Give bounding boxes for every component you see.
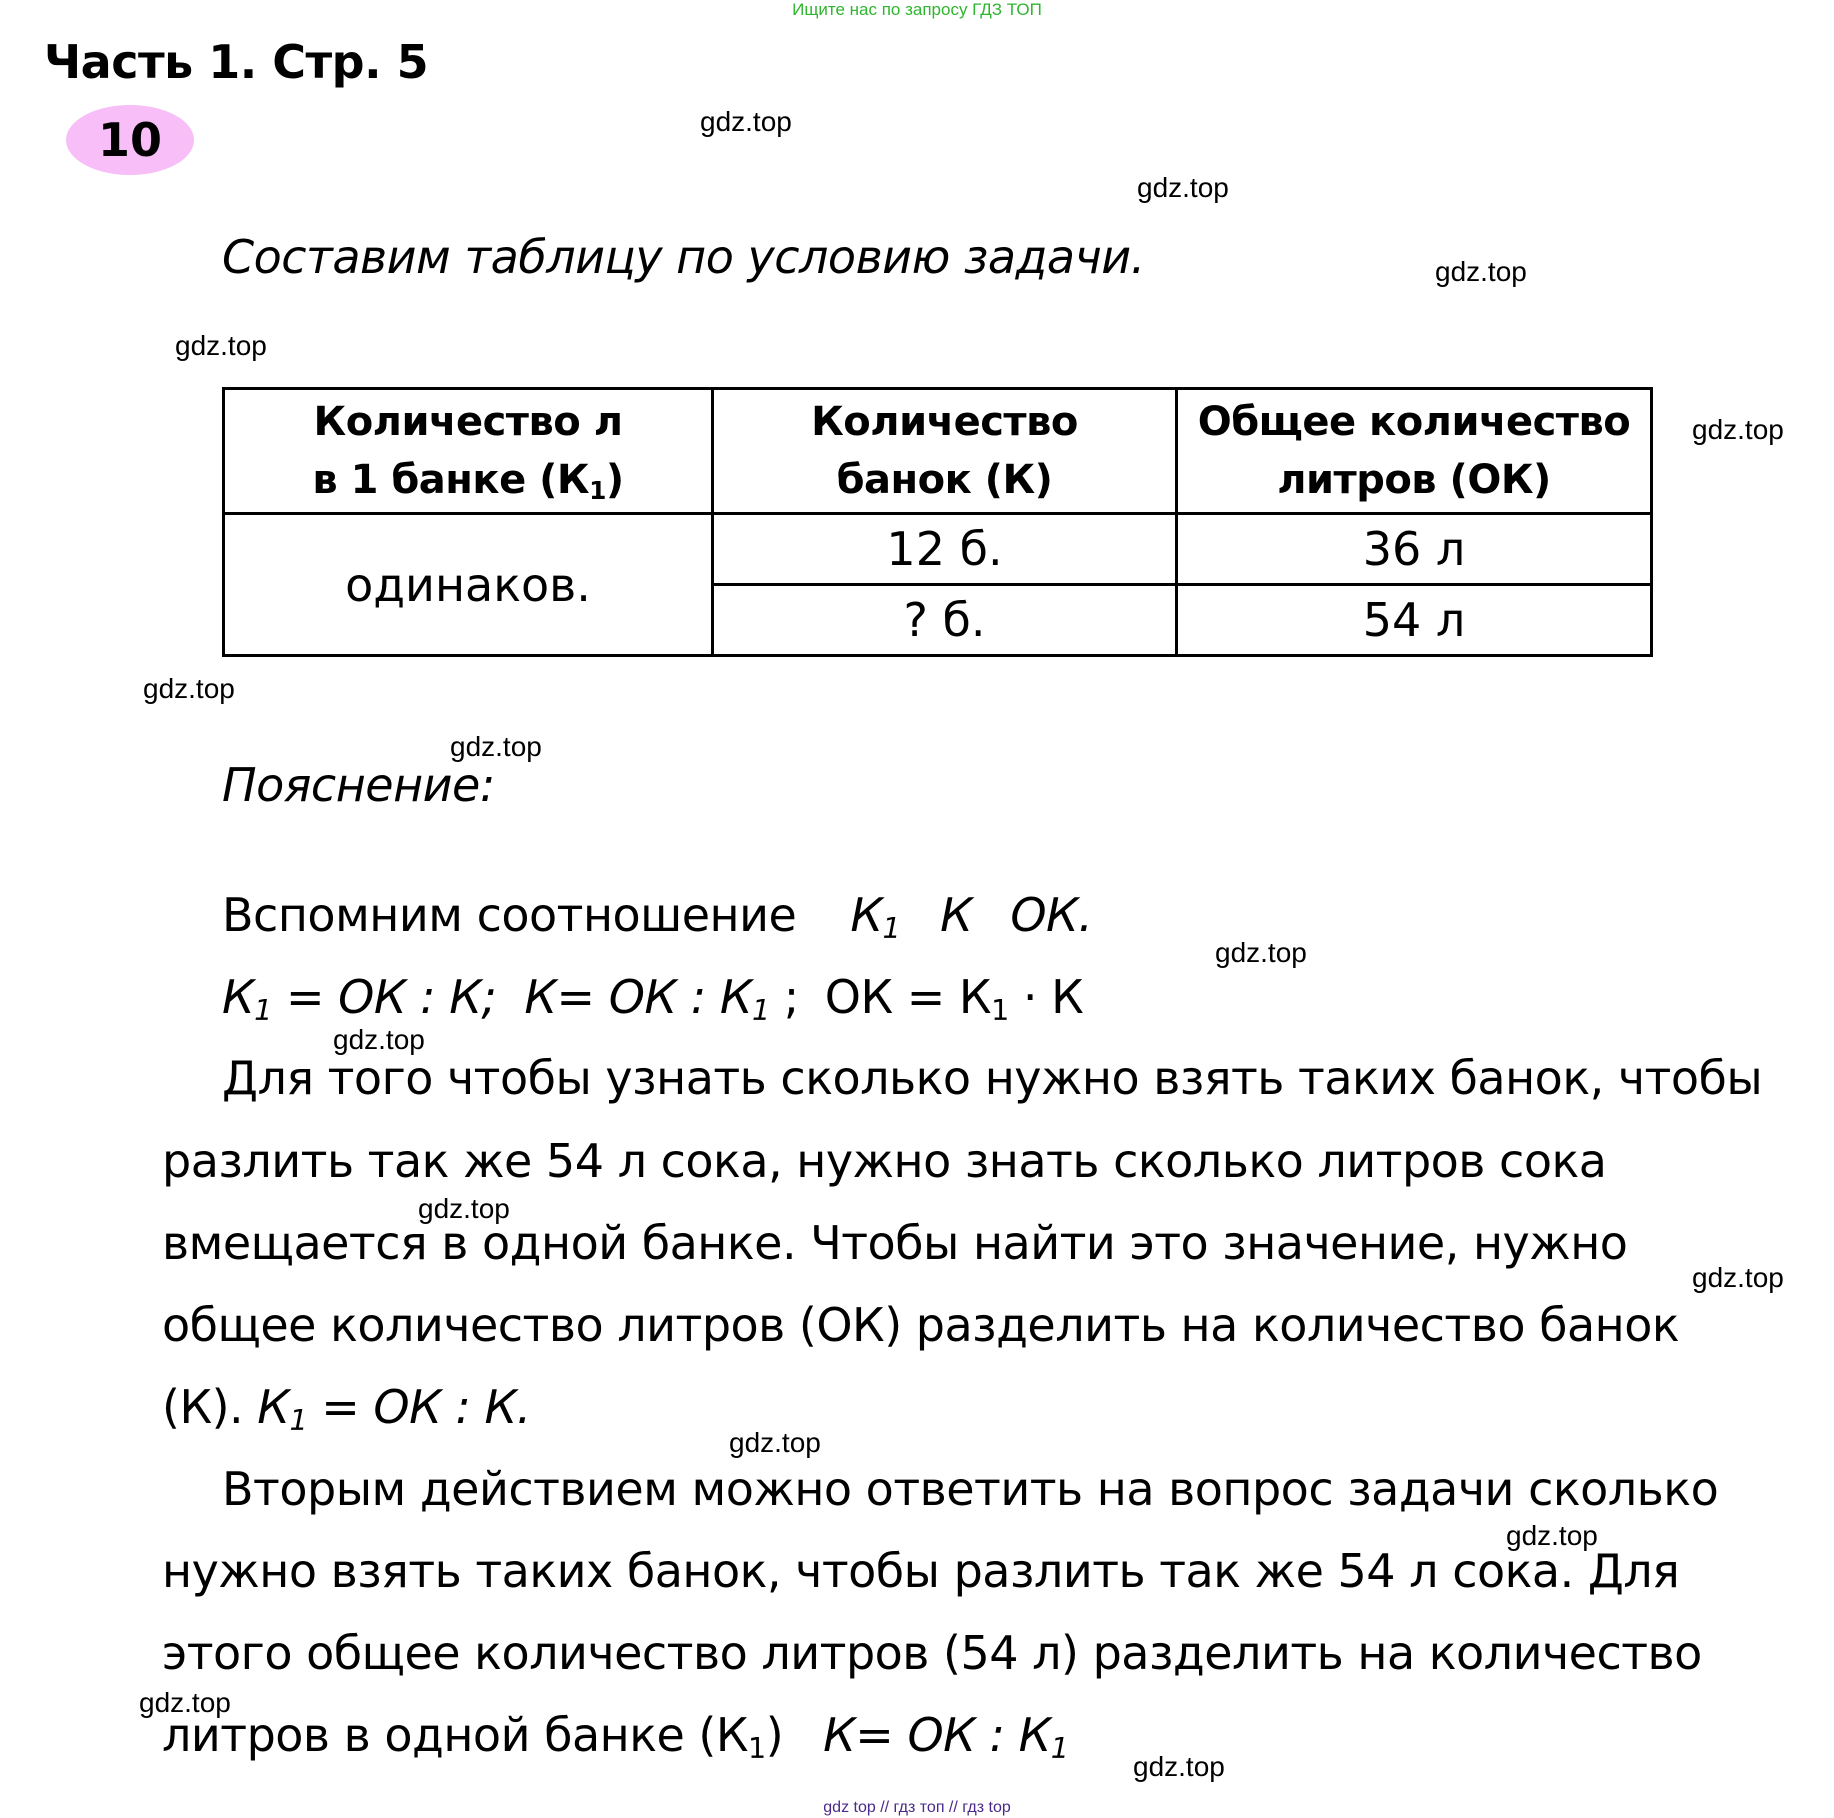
paragraph-line: вмещается в одной банке. Чтобы найти это значение, нужно	[162, 1216, 1628, 1270]
cell-banks: ? б.	[713, 585, 1177, 656]
formula-part: К	[222, 970, 255, 1024]
symbol-k1: К	[850, 888, 883, 942]
watermark: gdz.top	[143, 673, 235, 704]
header-line: Количество л	[313, 399, 623, 445]
watermark: gdz.top	[450, 731, 542, 762]
condition-table	[222, 387, 1653, 657]
formula-part: К	[257, 1380, 290, 1434]
text-part: литров в одной банке (К	[162, 1708, 749, 1762]
subscript: 1	[751, 994, 770, 1028]
explanation-heading: Пояснение:	[222, 758, 495, 812]
header-line: банок (К)	[836, 457, 1053, 503]
subscript: 1	[289, 1404, 308, 1438]
relation-text: Вспомним соотношение	[222, 888, 797, 942]
header-line: Общее количество	[1197, 399, 1631, 445]
watermark: gdz.top	[1133, 1751, 1225, 1782]
watermark: gdz.top	[418, 1193, 510, 1224]
symbol-ok: ОК.	[1010, 888, 1093, 942]
header-line: литров (ОК)	[1277, 457, 1551, 503]
subscript: 1	[254, 994, 272, 1028]
paragraph-line: разлить так же 54 л сока, нужно знать сколько литров сока	[162, 1134, 1607, 1188]
watermark: gdz.top	[333, 1024, 425, 1055]
cell-liters: 36 л	[1177, 514, 1652, 585]
watermark: gdz.top	[1692, 1262, 1784, 1293]
header-bank-count	[713, 389, 1177, 514]
formula-part: К= ОК : К	[524, 970, 752, 1024]
paragraph-line: Вторым действием можно ответить на вопрос задачи сколько	[222, 1462, 1719, 1516]
formula-part: ;	[769, 970, 799, 1024]
watermark: gdz.top	[1435, 256, 1527, 287]
paragraph-line: этого общее количество литров (54 л) разделить на количество	[162, 1626, 1702, 1680]
watermark: gdz.top	[1692, 414, 1784, 445]
merged-cell-same: одинаков.	[224, 514, 713, 656]
watermark: gdz.top	[700, 106, 792, 137]
formula-part: = ОК : К.	[307, 1380, 531, 1434]
paragraph-line: Для того чтобы узнать сколько нужно взять таких банок, чтобы	[222, 1051, 1763, 1105]
formula-part: = ОК : К;	[271, 970, 497, 1024]
relation-line	[222, 888, 1093, 946]
formulas-line	[222, 970, 1084, 1028]
subscript: 1	[1050, 1732, 1069, 1766]
text-part: )	[765, 1708, 784, 1762]
task-number-badge: 10	[66, 105, 194, 175]
intro-text: Составим таблицу по условию задачи.	[222, 230, 1145, 284]
watermark: gdz.top	[1137, 172, 1229, 203]
header-line: в 1 банке (К	[312, 457, 590, 503]
page-title: Часть 1. Стр. 5	[44, 35, 429, 89]
top-banner: Ищите нас по запросу ГДЗ ТОП	[792, 0, 1042, 19]
paragraph-line	[162, 1708, 1069, 1766]
cell-liters: 54 л	[1177, 585, 1652, 656]
header-liters-per-bank	[224, 389, 713, 514]
watermark: gdz.top	[175, 330, 267, 361]
watermark: gdz.top	[729, 1427, 821, 1458]
text-part: (К).	[162, 1380, 258, 1434]
subscript: 1	[748, 1732, 766, 1766]
subscript: 1	[882, 912, 901, 946]
watermark: gdz.top	[139, 1687, 231, 1718]
table-row	[224, 514, 1652, 585]
header-line: )	[605, 457, 624, 503]
table-header-row	[224, 389, 1652, 514]
subscript: 1	[589, 476, 606, 506]
watermark: gdz.top	[1506, 1520, 1598, 1551]
formula-part: · К	[1008, 970, 1084, 1024]
header-total-liters	[1177, 389, 1652, 514]
watermark: gdz.top	[1215, 937, 1307, 968]
bottom-banner: gdz top // гдз топ // гдз top	[823, 1799, 1011, 1816]
subscript: 1	[991, 994, 1009, 1028]
cell-banks: 12 б.	[713, 514, 1177, 585]
symbol-k: К	[940, 888, 973, 942]
paragraph-line	[162, 1380, 531, 1438]
paragraph-line: общее количество литров (ОК) разделить на количество банок	[162, 1298, 1680, 1352]
formula-part: ОК = К	[824, 970, 992, 1024]
header-line: Количество	[811, 399, 1078, 445]
formula-part: К= ОК : К	[823, 1708, 1051, 1762]
paragraph-line: нужно взять таких банок, чтобы разлить так же 54 л сока. Для	[162, 1544, 1680, 1598]
